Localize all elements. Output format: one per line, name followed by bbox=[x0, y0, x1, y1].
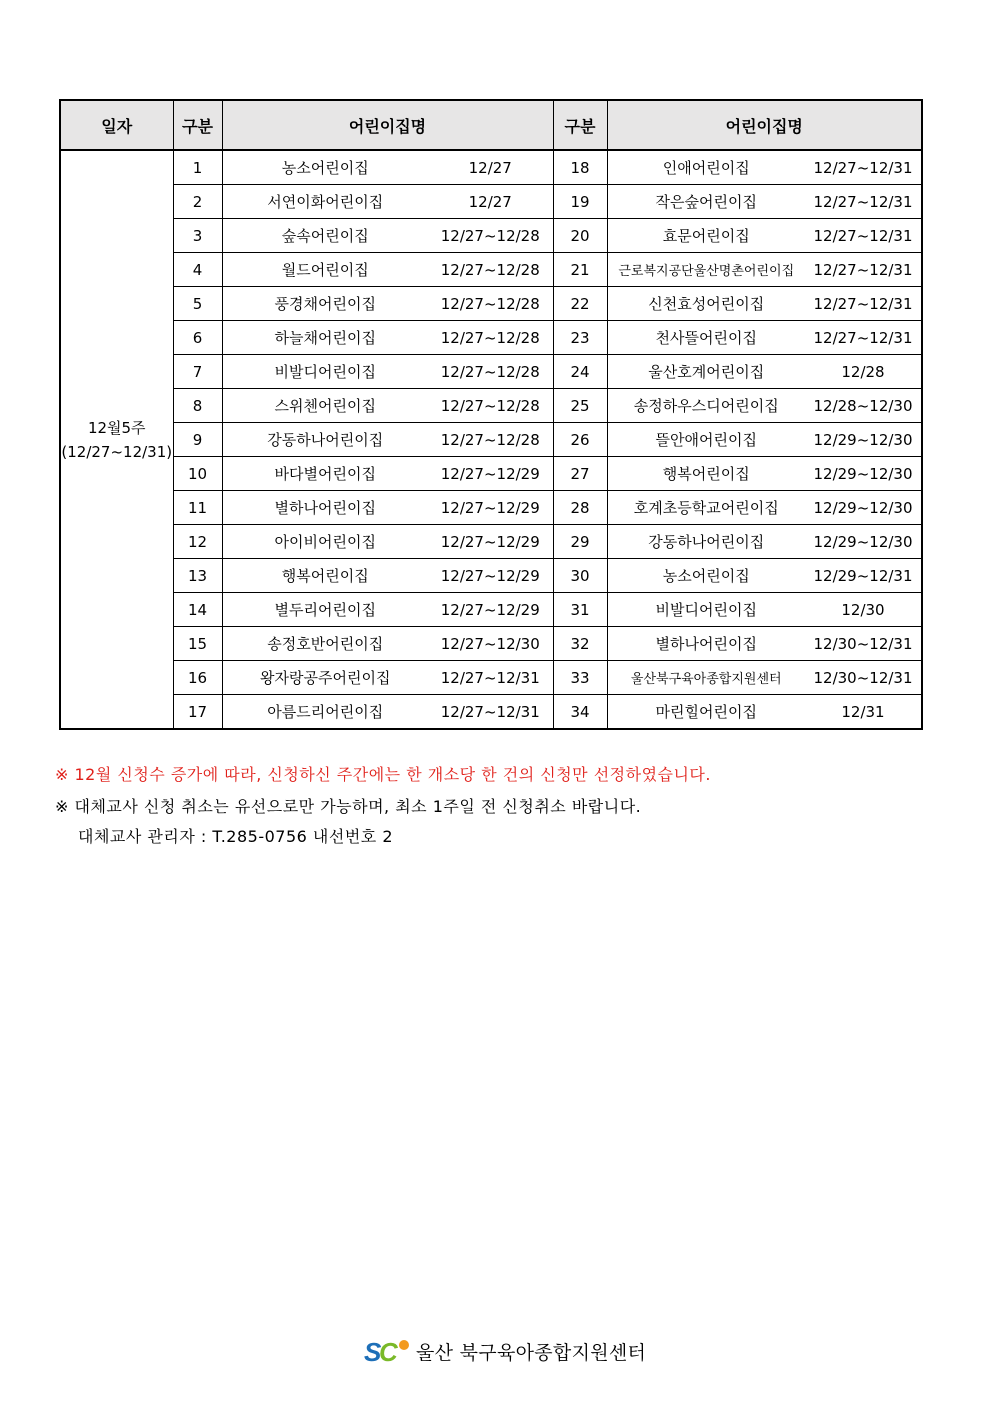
daycare-date-left: 12/27~12/28 bbox=[428, 287, 553, 321]
daycare-name-right: 마린힐어린이집 bbox=[607, 695, 805, 730]
row-number-left: 4 bbox=[173, 253, 222, 287]
table-row bbox=[60, 423, 922, 457]
row-number-right: 21 bbox=[553, 253, 607, 287]
daycare-date-left: 12/27~12/28 bbox=[428, 219, 553, 253]
row-number-left: 2 bbox=[173, 185, 222, 219]
row-number-right: 26 bbox=[553, 423, 607, 457]
daycare-date-left: 12/27 bbox=[428, 185, 553, 219]
footer-org bbox=[364, 1337, 646, 1365]
daycare-name-left: 월드어린이집 bbox=[222, 253, 428, 287]
row-number-left: 1 bbox=[173, 150, 222, 185]
table-row bbox=[60, 185, 922, 219]
daycare-name-left: 아름드리어린이집 bbox=[222, 695, 428, 730]
row-number-right: 22 bbox=[553, 287, 607, 321]
header-name-left: 어린이집명 bbox=[222, 100, 553, 150]
row-number-right: 24 bbox=[553, 355, 607, 389]
daycare-date-right: 12/30~12/31 bbox=[805, 627, 922, 661]
daycare-date-left: 12/27~12/29 bbox=[428, 525, 553, 559]
daycare-date-right: 12/27~12/31 bbox=[805, 253, 922, 287]
row-number-right: 28 bbox=[553, 491, 607, 525]
daycare-name-left: 바다별어린이집 bbox=[222, 457, 428, 491]
table-row bbox=[60, 389, 922, 423]
daycare-name-left: 별하나어린이집 bbox=[222, 491, 428, 525]
row-number-right: 27 bbox=[553, 457, 607, 491]
daycare-date-right: 12/28~12/30 bbox=[805, 389, 922, 423]
daycare-date-right: 12/31 bbox=[805, 695, 922, 730]
header-no-left: 구분 bbox=[173, 100, 222, 150]
row-number-right: 29 bbox=[553, 525, 607, 559]
row-number-left: 3 bbox=[173, 219, 222, 253]
daycare-name-right: 울산북구육아종합지원센터 bbox=[607, 661, 805, 695]
note-selection-notice: ※ 12월 신청수 증가에 따라, 신청하신 주간에는 한 개소당 한 건의 신청만 선정하였습니다. bbox=[55, 765, 711, 784]
table-row bbox=[60, 661, 922, 695]
schedule-table bbox=[59, 99, 923, 730]
daycare-date-left: 12/27~12/28 bbox=[428, 389, 553, 423]
daycare-date-left: 12/27~12/29 bbox=[428, 559, 553, 593]
row-number-right: 20 bbox=[553, 219, 607, 253]
row-number-left: 11 bbox=[173, 491, 222, 525]
row-number-right: 30 bbox=[553, 559, 607, 593]
table-row bbox=[60, 593, 922, 627]
daycare-date-right: 12/27~12/31 bbox=[805, 287, 922, 321]
row-number-right: 23 bbox=[553, 321, 607, 355]
table-row bbox=[60, 627, 922, 661]
row-number-left: 5 bbox=[173, 287, 222, 321]
daycare-name-right: 농소어린이집 bbox=[607, 559, 805, 593]
daycare-date-left: 12/27~12/29 bbox=[428, 491, 553, 525]
week-range: (12/27~12/31) bbox=[61, 442, 173, 461]
daycare-date-right: 12/29~12/30 bbox=[805, 525, 922, 559]
daycare-name-left: 아이비어린이집 bbox=[222, 525, 428, 559]
daycare-name-left: 서연이화어린이집 bbox=[222, 185, 428, 219]
daycare-name-left: 비발디어린이집 bbox=[222, 355, 428, 389]
daycare-date-right: 12/28 bbox=[805, 355, 922, 389]
daycare-date-right: 12/29~12/31 bbox=[805, 559, 922, 593]
daycare-date-left: 12/27~12/28 bbox=[428, 355, 553, 389]
daycare-name-right: 울산호계어린이집 bbox=[607, 355, 805, 389]
daycare-name-left: 스위첸어린이집 bbox=[222, 389, 428, 423]
note-manager-contact: 대체교사 관리자 : T.285-0756 내선번호 2 bbox=[78, 827, 394, 846]
daycare-name-right: 신천효성어린이집 bbox=[607, 287, 805, 321]
table-row bbox=[60, 321, 922, 355]
daycare-date-left: 12/27~12/30 bbox=[428, 627, 553, 661]
daycare-name-right: 작은숲어린이집 bbox=[607, 185, 805, 219]
daycare-date-left: 12/27~12/28 bbox=[428, 253, 553, 287]
logo-s-letter: S bbox=[364, 1337, 382, 1365]
daycare-name-right: 뜰안애어린이집 bbox=[607, 423, 805, 457]
daycare-date-left: 12/27~12/29 bbox=[428, 593, 553, 627]
daycare-name-right: 천사뜰어린이집 bbox=[607, 321, 805, 355]
daycare-name-right: 인애어린이집 bbox=[607, 150, 805, 185]
header-name-right: 어린이집명 bbox=[607, 100, 922, 150]
header-date: 일자 bbox=[60, 100, 173, 150]
daycare-date-right: 12/27~12/31 bbox=[805, 321, 922, 355]
row-number-left: 17 bbox=[173, 695, 222, 730]
logo-sun-dot bbox=[399, 1340, 409, 1350]
daycare-name-right: 별하나어린이집 bbox=[607, 627, 805, 661]
footer-org-name: 울산 북구육아종합지원센터 bbox=[416, 1341, 647, 1364]
daycare-name-left: 숲속어린이집 bbox=[222, 219, 428, 253]
daycare-name-left: 행복어린이집 bbox=[222, 559, 428, 593]
daycare-date-right: 12/29~12/30 bbox=[805, 457, 922, 491]
daycare-date-left: 12/27~12/31 bbox=[428, 661, 553, 695]
daycare-name-right: 비발디어린이집 bbox=[607, 593, 805, 627]
daycare-name-right: 효문어린이집 bbox=[607, 219, 805, 253]
daycare-name-left: 강동하나어린이집 bbox=[222, 423, 428, 457]
daycare-name-left: 별두리어린이집 bbox=[222, 593, 428, 627]
table-row bbox=[60, 287, 922, 321]
daycare-date-right: 12/29~12/30 bbox=[805, 423, 922, 457]
daycare-name-left: 하늘채어린이집 bbox=[222, 321, 428, 355]
org-logo-icon bbox=[364, 1337, 410, 1365]
row-number-right: 18 bbox=[553, 150, 607, 185]
row-number-left: 16 bbox=[173, 661, 222, 695]
daycare-date-right: 12/29~12/30 bbox=[805, 491, 922, 525]
row-number-left: 6 bbox=[173, 321, 222, 355]
daycare-date-left: 12/27~12/28 bbox=[428, 321, 553, 355]
daycare-name-right: 강동하나어린이집 bbox=[607, 525, 805, 559]
daycare-date-right: 12/27~12/31 bbox=[805, 219, 922, 253]
table-row bbox=[60, 150, 922, 185]
logo-c-letter: C bbox=[379, 1337, 398, 1365]
daycare-name-right: 행복어린이집 bbox=[607, 457, 805, 491]
daycare-date-right: 12/27~12/31 bbox=[805, 185, 922, 219]
table-row bbox=[60, 491, 922, 525]
table-row bbox=[60, 253, 922, 287]
table-row bbox=[60, 219, 922, 253]
table-header-row bbox=[60, 100, 922, 150]
daycare-date-right: 12/30~12/31 bbox=[805, 661, 922, 695]
daycare-date-right: 12/30 bbox=[805, 593, 922, 627]
daycare-date-left: 12/27 bbox=[428, 150, 553, 185]
row-number-left: 10 bbox=[173, 457, 222, 491]
table-row bbox=[60, 525, 922, 559]
row-number-right: 25 bbox=[553, 389, 607, 423]
row-number-right: 33 bbox=[553, 661, 607, 695]
table-body bbox=[60, 150, 922, 729]
daycare-name-left: 풍경채어린이집 bbox=[222, 287, 428, 321]
header-no-right: 구분 bbox=[553, 100, 607, 150]
daycare-name-left: 왕자랑공주어린이집 bbox=[222, 661, 428, 695]
daycare-name-right: 송정하우스디어린이집 bbox=[607, 389, 805, 423]
row-number-left: 12 bbox=[173, 525, 222, 559]
daycare-name-right: 근로복지공단울산명촌어린이집 bbox=[607, 253, 805, 287]
daycare-date-left: 12/27~12/29 bbox=[428, 457, 553, 491]
table-row bbox=[60, 457, 922, 491]
table-row bbox=[60, 695, 922, 730]
row-number-right: 32 bbox=[553, 627, 607, 661]
note-cancel-policy: ※ 대체교사 신청 취소는 유선으로만 가능하며, 최소 1주일 전 신청취소 바랍니다. bbox=[55, 797, 642, 816]
row-number-left: 9 bbox=[173, 423, 222, 457]
row-number-left: 13 bbox=[173, 559, 222, 593]
daycare-name-right: 호계초등학교어린이집 bbox=[607, 491, 805, 525]
row-number-left: 7 bbox=[173, 355, 222, 389]
table-row bbox=[60, 355, 922, 389]
daycare-date-left: 12/27~12/28 bbox=[428, 423, 553, 457]
row-number-left: 8 bbox=[173, 389, 222, 423]
row-number-left: 14 bbox=[173, 593, 222, 627]
row-number-right: 19 bbox=[553, 185, 607, 219]
daycare-name-left: 농소어린이집 bbox=[222, 150, 428, 185]
week-label: 12월5주 bbox=[87, 418, 146, 437]
row-number-left: 15 bbox=[173, 627, 222, 661]
week-cell bbox=[60, 150, 173, 729]
table-row bbox=[60, 559, 922, 593]
row-number-right: 31 bbox=[553, 593, 607, 627]
daycare-date-right: 12/27~12/31 bbox=[805, 150, 922, 185]
daycare-date-left: 12/27~12/31 bbox=[428, 695, 553, 730]
daycare-name-left: 송정호반어린이집 bbox=[222, 627, 428, 661]
row-number-right: 34 bbox=[553, 695, 607, 730]
